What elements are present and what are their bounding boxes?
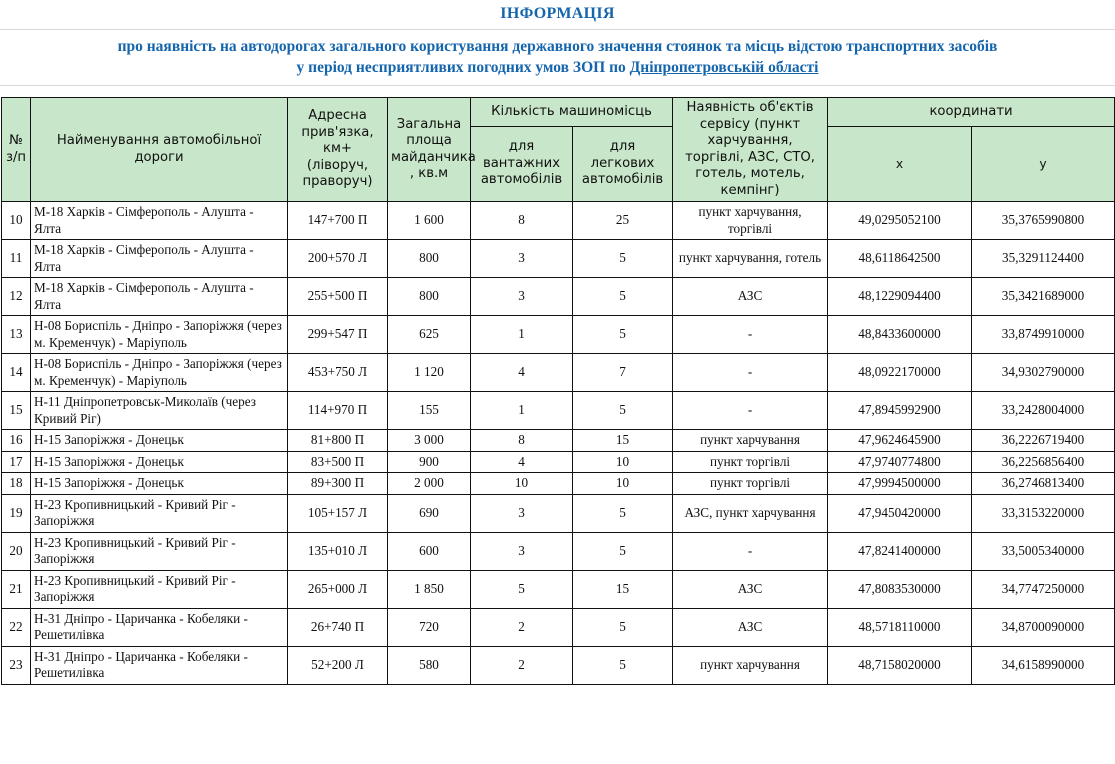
spacer: [0, 86, 1115, 97]
row-number: 16: [2, 430, 31, 452]
row-x: 47,9740774800: [828, 451, 972, 473]
col-header-address: Адресна прив'язка, км+ (ліворуч, праворуч): [288, 98, 388, 202]
row-y: 33,5005340000: [972, 532, 1115, 570]
table-header: [2, 98, 1115, 202]
row-road: Н-15 Запоріжжя - Донецьк: [31, 430, 288, 452]
row-road: Н-08 Бориспіль - Дніпро - Запоріжжя (через м. Кременчук) - Маріуполь: [31, 316, 288, 354]
row-y: 33,8749910000: [972, 316, 1115, 354]
row-cars: 7: [573, 354, 673, 392]
document-subtitle: [0, 30, 1115, 85]
col-header-x: x: [828, 127, 972, 202]
row-services: пункт харчування, торгівлі: [673, 202, 828, 240]
row-address: 255+500 П: [288, 278, 388, 316]
row-y: 34,8700090000: [972, 608, 1115, 646]
row-road: Н-15 Запоріжжя - Донецьк: [31, 473, 288, 495]
row-services: -: [673, 354, 828, 392]
row-cars: 5: [573, 316, 673, 354]
row-y: 33,2428004000: [972, 392, 1115, 430]
row-trucks: 8: [471, 430, 573, 452]
row-number: 15: [2, 392, 31, 430]
row-area: 720: [388, 608, 471, 646]
row-area: 800: [388, 278, 471, 316]
row-x: 47,8241400000: [828, 532, 972, 570]
row-number: 18: [2, 473, 31, 495]
row-x: 49,0295052100: [828, 202, 972, 240]
row-services: АЗС: [673, 278, 828, 316]
row-road: Н-31 Дніпро - Царичанка - Кобеляки - Решетилівка: [31, 608, 288, 646]
row-number: 10: [2, 202, 31, 240]
row-address: 52+200 Л: [288, 646, 388, 684]
row-x: 48,8433600000: [828, 316, 972, 354]
col-header-y: y: [972, 127, 1115, 202]
col-header-number: [2, 98, 31, 202]
row-y: 35,3291124400: [972, 240, 1115, 278]
row-x: 47,8083530000: [828, 570, 972, 608]
row-number: 21: [2, 570, 31, 608]
row-x: 48,5718110000: [828, 608, 972, 646]
row-area: 625: [388, 316, 471, 354]
row-trucks: 3: [471, 494, 573, 532]
col-header-number-line1: №: [9, 133, 23, 148]
row-x: 48,1229094400: [828, 278, 972, 316]
region-link[interactable]: Дніпропетровській області: [629, 59, 819, 76]
col-header-area: Загальна площа майданчика , кв.м: [388, 98, 471, 202]
row-area: 1 120: [388, 354, 471, 392]
table-row: [2, 532, 1115, 570]
col-header-number-line2: з/п: [5, 149, 27, 165]
table-row: [2, 430, 1115, 452]
row-area: 155: [388, 392, 471, 430]
row-road: Н-31 Дніпро - Царичанка - Кобеляки - Решетилівка: [31, 646, 288, 684]
row-area: 900: [388, 451, 471, 473]
row-cars: 5: [573, 494, 673, 532]
row-area: 690: [388, 494, 471, 532]
row-address: 81+800 П: [288, 430, 388, 452]
row-address: 200+570 Л: [288, 240, 388, 278]
row-trucks: 5: [471, 570, 573, 608]
row-services: -: [673, 316, 828, 354]
table-row: [2, 240, 1115, 278]
row-address: 265+000 Л: [288, 570, 388, 608]
row-address: 89+300 П: [288, 473, 388, 495]
row-services: АЗС, пункт харчування: [673, 494, 828, 532]
row-services: -: [673, 392, 828, 430]
row-cars: 15: [573, 570, 673, 608]
table-row: [2, 316, 1115, 354]
row-trucks: 10: [471, 473, 573, 495]
row-number: 23: [2, 646, 31, 684]
parking-table: [1, 97, 1115, 685]
row-x: 47,9450420000: [828, 494, 972, 532]
row-x: 48,0922170000: [828, 354, 972, 392]
row-x: 47,9624645900: [828, 430, 972, 452]
table-row: [2, 354, 1115, 392]
row-cars: 10: [573, 473, 673, 495]
row-services: пункт харчування: [673, 430, 828, 452]
row-trucks: 2: [471, 646, 573, 684]
row-area: 2 000: [388, 473, 471, 495]
table-row: [2, 608, 1115, 646]
row-cars: 5: [573, 646, 673, 684]
table-row: [2, 392, 1115, 430]
row-trucks: 1: [471, 316, 573, 354]
header-row-top: [2, 98, 1115, 127]
row-services: АЗС: [673, 608, 828, 646]
row-address: 83+500 П: [288, 451, 388, 473]
table-row: [2, 473, 1115, 495]
row-y: 35,3765990800: [972, 202, 1115, 240]
row-address: 147+700 П: [288, 202, 388, 240]
row-services: АЗС: [673, 570, 828, 608]
row-cars: 5: [573, 240, 673, 278]
row-trucks: 1: [471, 392, 573, 430]
row-services: -: [673, 532, 828, 570]
row-x: 48,6118642500: [828, 240, 972, 278]
row-cars: 5: [573, 532, 673, 570]
row-trucks: 3: [471, 278, 573, 316]
col-header-cars: для легкових автомобілів: [573, 127, 673, 202]
row-address: 114+970 П: [288, 392, 388, 430]
row-trucks: 3: [471, 532, 573, 570]
row-road: Н-08 Бориспіль - Дніпро - Запоріжжя (через м. Кременчук) - Маріуполь: [31, 354, 288, 392]
row-cars: 15: [573, 430, 673, 452]
table-body: [2, 202, 1115, 685]
row-area: 600: [388, 532, 471, 570]
row-y: 36,2256856400: [972, 451, 1115, 473]
subtitle-line-1: про наявність на автодорогах загального користування державного значення стоянок та місць відстою транспортних засобів: [117, 38, 998, 55]
row-road: Н-23 Кропивницький - Кривий Ріг - Запоріжжя: [31, 570, 288, 608]
row-trucks: 8: [471, 202, 573, 240]
row-cars: 10: [573, 451, 673, 473]
page-title: ІНФОРМАЦІЯ: [500, 5, 615, 22]
row-address: 26+740 П: [288, 608, 388, 646]
row-cars: 5: [573, 392, 673, 430]
row-road: Н-23 Кропивницький - Кривий Ріг - Запоріжжя: [31, 532, 288, 570]
table-row: [2, 646, 1115, 684]
row-trucks: 3: [471, 240, 573, 278]
row-number: 12: [2, 278, 31, 316]
row-number: 17: [2, 451, 31, 473]
row-number: 11: [2, 240, 31, 278]
row-area: 1 850: [388, 570, 471, 608]
table-row: [2, 451, 1115, 473]
row-number: 13: [2, 316, 31, 354]
row-x: 47,8945992900: [828, 392, 972, 430]
row-address: 135+010 Л: [288, 532, 388, 570]
row-number: 19: [2, 494, 31, 532]
table-row: [2, 570, 1115, 608]
row-cars: 5: [573, 608, 673, 646]
row-services: пункт харчування: [673, 646, 828, 684]
table-row: [2, 494, 1115, 532]
row-y: 36,2226719400: [972, 430, 1115, 452]
row-y: 33,3153220000: [972, 494, 1115, 532]
row-road: Н-23 Кропивницький - Кривий Ріг - Запоріжжя: [31, 494, 288, 532]
row-x: 48,7158020000: [828, 646, 972, 684]
subtitle-prefix: у період несприятливих погодних умов ЗОП по: [296, 59, 630, 76]
row-road: М-18 Харків - Сімферополь - Алушта - Ялта: [31, 278, 288, 316]
row-y: 35,3421689000: [972, 278, 1115, 316]
row-cars: 5: [573, 278, 673, 316]
row-area: 1 600: [388, 202, 471, 240]
col-header-road: Найменування автомобільної дороги: [31, 98, 288, 202]
row-number: 14: [2, 354, 31, 392]
col-header-places-group: Кількість машиномісць: [471, 98, 673, 127]
row-cars: 25: [573, 202, 673, 240]
row-area: 3 000: [388, 430, 471, 452]
row-address: 453+750 Л: [288, 354, 388, 392]
row-road: М-18 Харків - Сімферополь - Алушта - Ялта: [31, 202, 288, 240]
col-header-trucks: для вантажних автомобілів: [471, 127, 573, 202]
row-number: 22: [2, 608, 31, 646]
row-number: 20: [2, 532, 31, 570]
row-road: Н-11 Дніпропетровськ-Миколаїв (через Кривий Ріг): [31, 392, 288, 430]
row-area: 580: [388, 646, 471, 684]
row-y: 34,6158990000: [972, 646, 1115, 684]
row-services: пункт харчування, готель: [673, 240, 828, 278]
row-x: 47,9994500000: [828, 473, 972, 495]
row-y: 36,2746813400: [972, 473, 1115, 495]
row-trucks: 4: [471, 451, 573, 473]
table-row: [2, 278, 1115, 316]
row-y: 34,9302790000: [972, 354, 1115, 392]
row-trucks: 4: [471, 354, 573, 392]
col-header-services: Наявність об'єктів сервісу (пункт харчування, торгівлі, АЗС, СТО, готель, мотель, кемпінг): [673, 98, 828, 202]
row-address: 299+547 П: [288, 316, 388, 354]
col-header-coordinates-group: координати: [828, 98, 1115, 127]
table-row: [2, 202, 1115, 240]
row-area: 800: [388, 240, 471, 278]
subtitle-line-2: [8, 57, 1107, 78]
row-y: 34,7747250000: [972, 570, 1115, 608]
row-road: М-18 Харків - Сімферополь - Алушта - Ялта: [31, 240, 288, 278]
row-trucks: 2: [471, 608, 573, 646]
row-services: пункт торгівлі: [673, 451, 828, 473]
row-address: 105+157 Л: [288, 494, 388, 532]
row-services: пункт торгівлі: [673, 473, 828, 495]
row-road: Н-15 Запоріжжя - Донецьк: [31, 451, 288, 473]
